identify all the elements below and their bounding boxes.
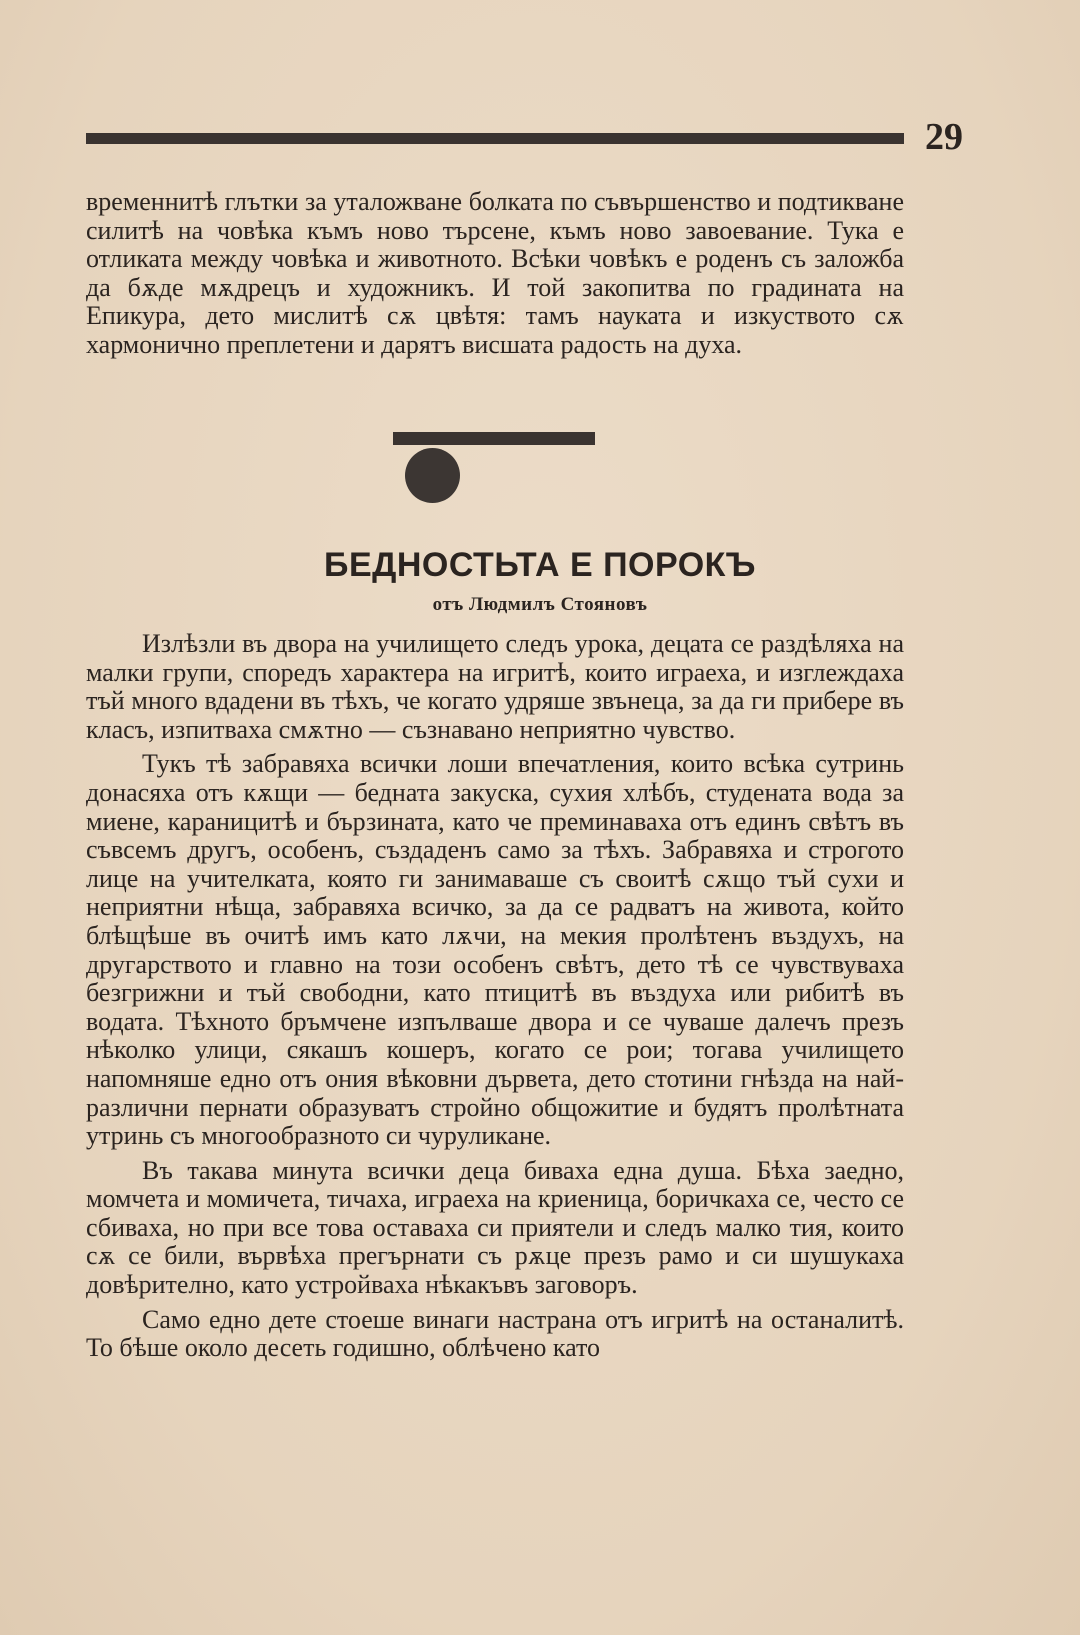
header-rule — [86, 133, 904, 144]
intro-paragraph: временнитѣ глътки за уталожване болката по съвършенство и подтикване силитѣ на човѣка къмъ ново търсене, къмъ ново завоевание. Тука е отликата между човѣка и животното. Всѣки човѣкъ е роденъ съ заложба да бѫде мѫдрецъ и художникъ. И той закопитва по градината на Епикура, дето мислитѣ сѫ цвѣтя: тамъ науката и изкуството сѫ хармонично преплетени и дарятъ висшата радость на духа. — [86, 187, 904, 359]
story-paragraph: Само едно дете стоеше винаги настрана отъ игритѣ на останалитѣ. То бѣше около десеть годишно, облѣчено като — [86, 1304, 904, 1363]
story-author: отъ Людмилъ Стояновъ — [432, 594, 648, 615]
story-paragraph: Излѣзли въ двора на училището следъ урока, децата се раздѣляха на малки групи, споредъ характера на игритѣ, които играеха, и изглеждаха тъй много вдадени въ тѣхъ, че когато удряше звънеца, за да ги прибере въ класъ, изпитваха смѫтно — съзнавано неприятно чувство. — [86, 629, 904, 744]
story-paragraph: Въ такава минута всички деца биваха една душа. Бѣха заедно, момчета и момичета, тичаха, играеха на криеница, боричкаха се, често се сбиваха, но при все това оставаха си приятели и следъ малко тия, които сѫ се били, вървѣха прегърнати съ рѫце презъ рамо и си шушукаха довѣрително, като устройваха нѣкакъвъ заговоръ. — [86, 1155, 904, 1300]
ornament-dot-icon — [405, 448, 460, 503]
story-title: БЕДНОСТЬТА Е ПОРОКЪ — [324, 546, 756, 584]
story-body — [86, 630, 904, 1363]
page-number: 29 — [925, 116, 963, 158]
story-paragraph: Тукъ тѣ забравяха всички лоши впечатления, които всѣка сутринь донасяха отъ кѫщи — бедната закуска, сухия хлѣбъ, студената вода за миене, караницитѣ и бързината, като че преминаваха отъ единъ свѣтъ въ съвсемъ другъ, особенъ, създаденъ само за тѣхъ. Забравяха и строгото лице на учителката, която ги занимаваше съ своитѣ сѫщо тъй сухи и неприятни нѣща, забравяха всичко, за да се радватъ на живота, който блѣщѣше въ очитѣ имъ като лѫчи, на мекия пролѣтенъ въздухъ, на другарството и главно на този особенъ свѣтъ, дето тѣ се чувствуваха безгрижни и тъй свободни, като птицитѣ въ въздуха или рибитѣ въ водата. Тѣхното бръмчене изпълваше двора и се чуваше далечъ презъ нѣколко улици, сякашъ кошеръ, когато се рои; тогава училището напомняше едно отъ ония вѣковни дървета, дето стотини гнѣзда на най-различни пернати образуватъ стройно общожитие и будятъ пролѣтната утринь съ многообразното си чуруликане. — [86, 749, 904, 1151]
intro-paragraph-block — [86, 188, 904, 360]
ornament-bar — [393, 432, 595, 445]
